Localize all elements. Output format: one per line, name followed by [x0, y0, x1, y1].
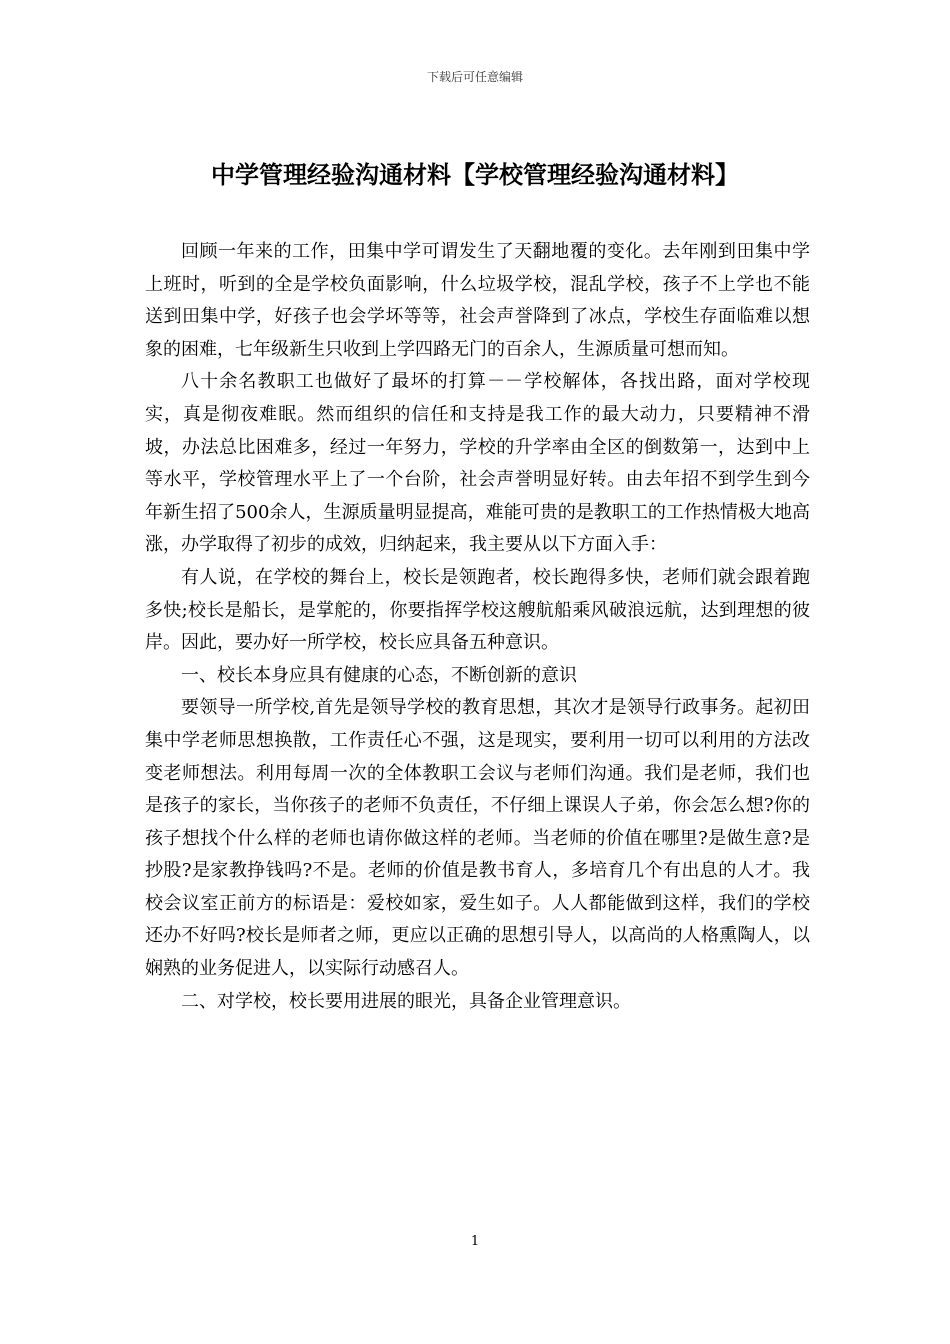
- section-heading: 一、校长本身应具有健康的心态，不断创新的意识: [181, 664, 577, 686]
- paragraph: 要领导一所学校,首先是领导学校的教育思想，其次才是领导行政事务。起初田集中学老师思想换散，工作责任心不强，这是现实，要利用一切可以利用的方法改变老师想法。利用每周一次的全体教职工会议与老师们沟通。我们是老师，我们也是孩子的家长，当你孩子的老师不负责任，不仔细上课误人子弟，你会怎么想?你的孩子想找个什么样的老师也请你做这样的老师。当老师的价值在哪里?是做生意?是抄股?是家教挣钱吗?不是。老师的价值是教书育人，多培育几个有出息的人才。我校会议室正前方的标语是：爱校如家，爱生如子。人人都能做到这样，我们的学校还办不好吗?校长是师者之师，更应以正确的思想引导人，以高尚的人格熏陶人，以娴熟的业务促进人，以实际行动感召人。: [145, 697, 810, 980]
- document-title: 中学管理经验沟通材料【学校管理经验沟通材料】: [211, 161, 739, 189]
- paragraph: 回顾一年来的工作，田集中学可谓发生了天翻地覆的变化。去年刚到田集中学上班时，听到的全是学校负面影响，什么垃圾学校，混乱学校，孩子不上学也不能送到田集中学，好孩子也会学坏等等，社会声誉降到了冰点，学校生存面临难以想象的困难，七年级新生只收到上学四路无门的百余人，生源质量可想而知。: [145, 241, 810, 360]
- page-number: 1: [470, 1234, 480, 1249]
- paragraph: 八十余名教职工也做好了最坏的打算－－学校解体，各找出路，面对学校现实，真是彻夜难眠。然而组织的信任和支持是我工作的最大动力，只要精神不滑坡，办法总比困难多，经过一年努力，学校的升学率由全区的倒数第一，达到中上等水平，学校管理水平上了一个台阶，社会声誉明显好转。由去年招不到学生到今年新生招了500余人，生源质量明显提高，难能可贵的是教职工的工作热情极大地高涨，办学取得了初步的成效，归纳起来，我主要从以下方面入手：: [145, 371, 810, 556]
- section-heading: 二、对学校，校长要用进展的眼光，具备企业管理意识。: [181, 990, 631, 1012]
- header-note: 下载后可任意编辑: [426, 70, 523, 84]
- paragraph: 有人说，在学校的舞台上，校长是领跑者，校长跑得多快，老师们就会跟着跑多快;校长是船长，是掌舵的，你要指挥学校这艘航船乘风破浪远航，达到理想的彼岸。因此，要办好一所学校，校长应具备五种意识。: [145, 566, 810, 654]
- document-body: [145, 236, 810, 1018]
